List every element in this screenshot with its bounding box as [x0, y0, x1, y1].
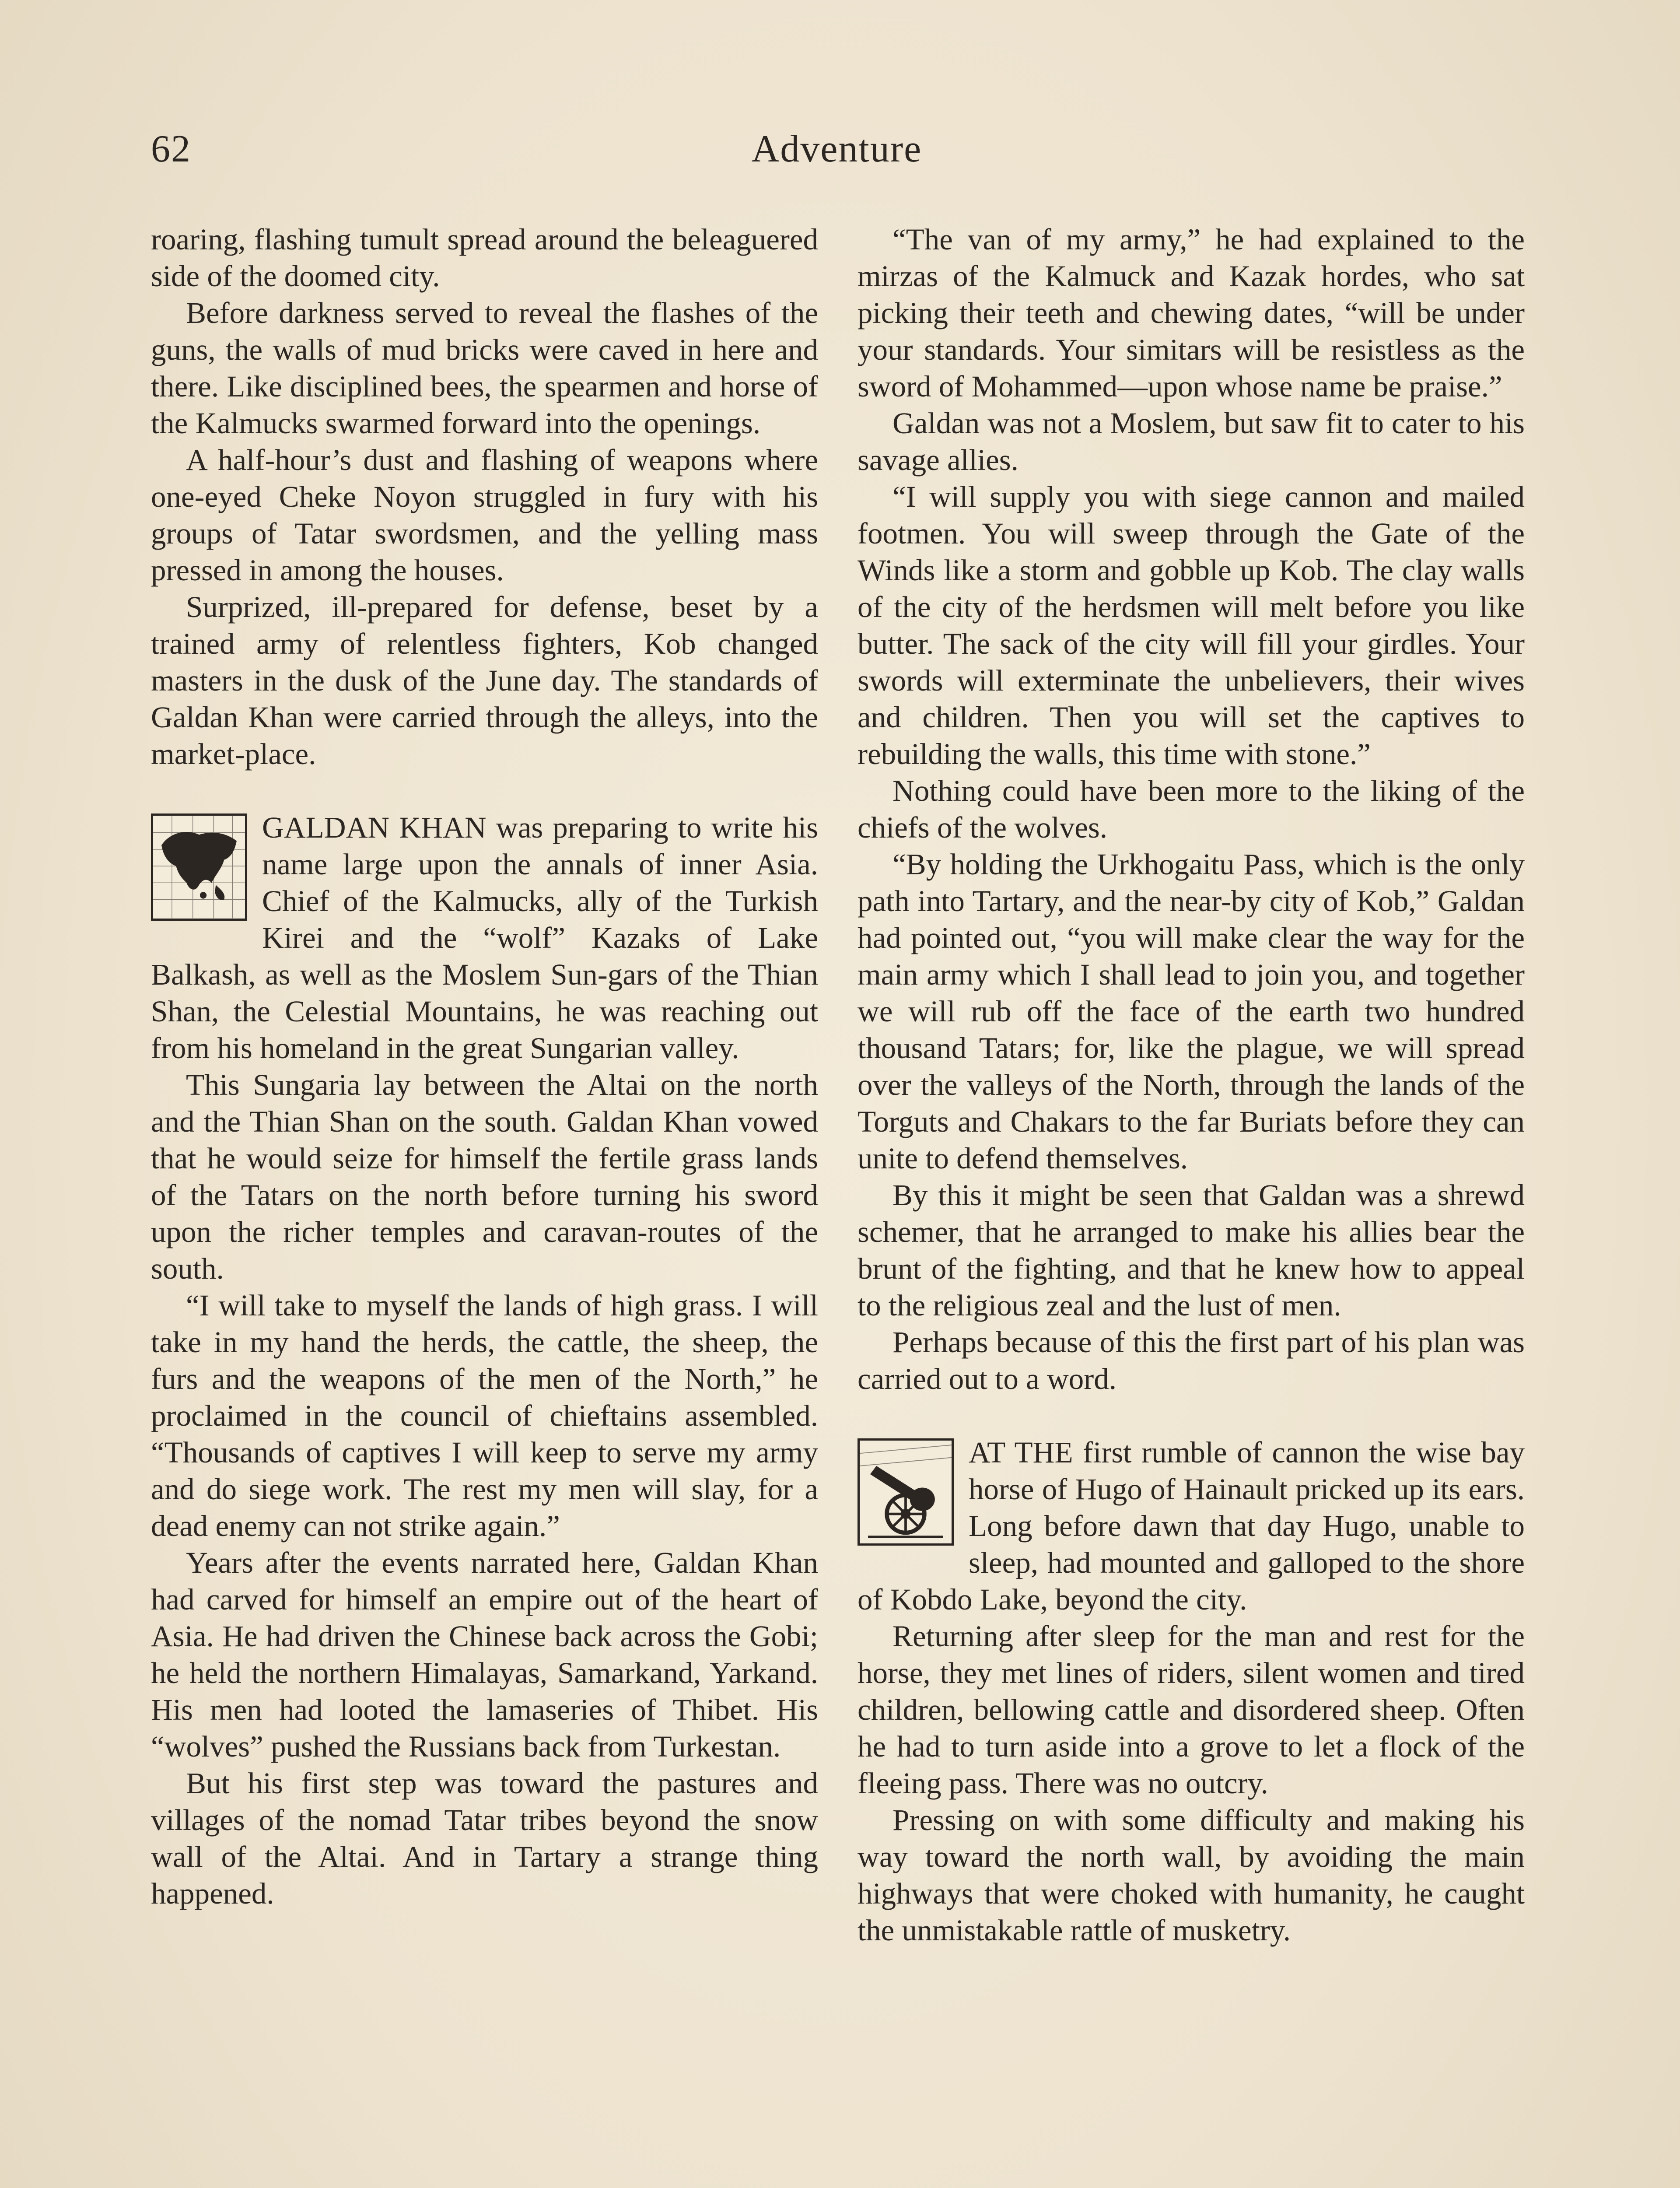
paragraph: “I will supply you with siege cannon and mailed footmen. You will sweep through the Gate of the Winds like a storm and gobble up Kob. The clay walls of the city of the herdsmen will melt before you like butter. The sack of the city will fill your girdles. Your swords will exterminate the unbelievers, their wives and children. Then you will set the captives to rebuilding the walls, this time with stone.” [858, 480, 1525, 771]
paragraph: Years after the events narrated here, Galdan Khan had carved for himself an empire out of the heart of Asia. He had driven the Chinese back across the Gobi; he held the northern Himalayas, Samarkand, Yarkand. His men had looted the lamaseries of Thibet. His “wolves” pushed the Russians back from Turkestan. [151, 1546, 818, 1763]
section-opening-paragraph [151, 809, 818, 1066]
right-column [858, 221, 1525, 1949]
paragraph: Surprized, ill-prepared for defense, beset by a trained army of relentless fighters, Kob changed masters in the dusk of the June day. The standards of Galdan Khan were carried through the alleys, into the market-place. [151, 590, 818, 771]
paragraph: This Sungaria lay between the Altai on the north and the Thian Shan on the south. Galdan Khan vowed that he would seize for himself the fertile grass lands of the Tatars on the north before turning his sword upon the richer temples and caravan-routes of the south. [151, 1068, 818, 1285]
paragraph: Nothing could have been more to the liking of the chiefs of the wolves. [858, 774, 1525, 844]
section-opening-paragraph [858, 1434, 1525, 1618]
paragraph: Returning after sleep for the man and rest for the horse, they met lines of riders, silent women and tired children, bellowing cattle and disordered sheep. Often he had to turn aside into a grove to let a flock of the fleeing pass. There was no outcry. [858, 1620, 1525, 1800]
paragraph: Pressing on with some difficulty and making his way toward the north wall, by avoiding the main highways that were choked with humanity, he caught the unmistakable rattle of musketry. [858, 1803, 1525, 1947]
running-title: Adventure [751, 128, 922, 170]
page-number: 62 [151, 128, 191, 170]
paragraph: But his first step was toward the pastures and villages of the nomad Tatar tribes beyond the snow wall of the Altai. And in Tartary a strange thing happened. [151, 1767, 818, 1910]
paragraph: Before darkness served to reveal the flashes of the guns, the walls of mud bricks were caved in here and there. Like disciplined bees, the spearmen and horse of the Kalmucks swarmed forward into the openings. [151, 296, 818, 440]
paragraph: “I will take to myself the lands of high grass. I will take in my hand the herds, the cattle, the sheep, the furs and the weapons of the men of the North,” he proclaimed in the council of chieftains assembled. “Thousands of captives I will keep to serve my army and do siege work. The rest my men will slay, for a dead enemy can not strike again.” [151, 1289, 818, 1543]
cannon-vignette-icon [858, 1438, 954, 1546]
asia-map-vignette-icon [151, 813, 247, 921]
paragraph: Perhaps because of this the first part of his plan was carried out to a word. [858, 1325, 1525, 1396]
paragraph: “The van of my army,” he had explained to the mirzas of the Kalmuck and Kazak hordes, who sat picking their teeth and chewing dates, “will be under your standards. Your simitars will be resistless as the sword of Mohammed—upon whose name be praise.” [858, 223, 1525, 403]
paragraph: Galdan was not a Moslem, but saw fit to cater to his savage allies. [858, 407, 1525, 477]
page-header [151, 127, 1522, 188]
paragraph-text: AT THE first rumble of cannon the wise bay horse of Hugo of Hainault pricked up its ears. Long before dawn that day Hugo, unable to sleep, had mounted and galloped to the shore of Kobdo Lake, beyond the city. [858, 1436, 1525, 1616]
left-column [151, 221, 818, 1912]
paragraph: By this it might be seen that Galdan was a shrewd schemer, that he arranged to make his allies bear the brunt of the fighting, and that he knew how to appeal to the religious zeal and the lust of men. [858, 1178, 1525, 1322]
paragraph: A half-hour’s dust and flashing of weapons where one-eyed Cheke Noyon struggled in fury with his groups of Tatar swordsmen, and the yelling mass pressed in among the houses. [151, 443, 818, 587]
paragraph: roaring, flashing tumult spread around the beleaguered side of the doomed city. [151, 223, 818, 293]
paragraph-text: GALDAN KHAN was preparing to write his name large upon the annals of inner Asia. Chief of the Kalmucks, ally of the Turkish Kirei and the “wolf” Kazaks of Lake Balkash, as well as the Moslem Sun-gars of the Thian Shan, the Celestial Mountains, he was reaching out from his homeland in the great Sungarian valley. [151, 811, 818, 1065]
paragraph: “By holding the Urkhogaitu Pass, which is the only path into Tartary, and the near-by city of Kob,” Galdan had pointed out, “you will make clear the way for the main army which I shall lead to join you, and together we will rub off the face of the earth two hundred thousand Tatars; for, like the plague, we will spread over the valleys of the North, through the lands of the Torguts and Chakars to the far Buriats before they can unite to defend themselves. [858, 848, 1525, 1175]
